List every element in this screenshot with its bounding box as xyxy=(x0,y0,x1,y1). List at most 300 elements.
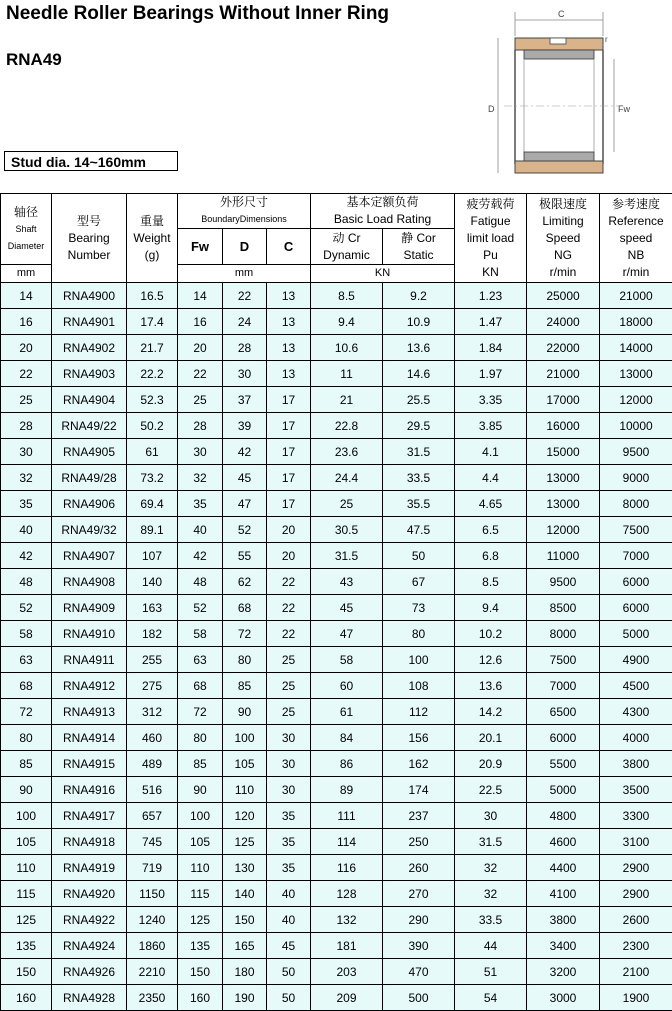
cor-cn-label: 静 Cor xyxy=(401,230,436,245)
cell-bearing: RNA4907 xyxy=(52,543,127,569)
cell-cr: 58 xyxy=(311,647,383,673)
cell-weight: 69.4 xyxy=(127,491,178,517)
ref-cn-label: 参考速度 xyxy=(612,196,661,211)
cell-shaft: 110 xyxy=(1,855,52,881)
cell-cor: 14.6 xyxy=(383,361,455,387)
cell-cor: 13.6 xyxy=(383,335,455,361)
cell-limit: 7000 xyxy=(527,673,600,699)
cell-fw: 22 xyxy=(178,361,223,387)
cell-bearing: RNA4905 xyxy=(52,439,127,465)
col-fatigue-header xyxy=(455,194,527,283)
load-cn-label: 基本定额负荷 xyxy=(346,195,419,209)
cell-ref: 3500 xyxy=(600,777,672,803)
cell-bearing: RNA4903 xyxy=(52,361,127,387)
cell-fatigue: 12.6 xyxy=(455,647,527,673)
cell-fw: 40 xyxy=(178,517,223,543)
table-row xyxy=(1,335,672,361)
cell-cr: 209 xyxy=(311,985,383,1011)
cell-fw: 125 xyxy=(178,907,223,933)
cell-weight: 489 xyxy=(127,751,178,777)
cell-cr: 86 xyxy=(311,751,383,777)
cell-bearing: RNA4928 xyxy=(52,985,127,1011)
cell-cor: 31.5 xyxy=(383,439,455,465)
cell-ref: 6000 xyxy=(600,595,672,621)
limit-sym-label: NG xyxy=(554,247,573,262)
cell-cor: 80 xyxy=(383,621,455,647)
cell-weight: 657 xyxy=(127,803,178,829)
cell-weight: 1860 xyxy=(127,933,178,959)
cell-c: 17 xyxy=(267,465,311,491)
table-row xyxy=(1,309,672,335)
cell-limit: 3000 xyxy=(527,985,600,1011)
cell-c: 30 xyxy=(267,751,311,777)
cell-limit: 15000 xyxy=(527,439,600,465)
fatigue-cn-label: 疲劳载荷 xyxy=(466,196,515,211)
cell-bearing: RNA4900 xyxy=(52,283,127,309)
cell-fatigue: 4.1 xyxy=(455,439,527,465)
cell-limit: 13000 xyxy=(527,465,600,491)
dim-r-label: r xyxy=(605,35,608,44)
cell-d: 125 xyxy=(223,829,267,855)
cell-d: 165 xyxy=(223,933,267,959)
cell-limit: 5500 xyxy=(527,751,600,777)
cell-bearing: RNA4906 xyxy=(52,491,127,517)
cell-cr: 114 xyxy=(311,829,383,855)
table-row xyxy=(1,283,672,309)
limit-cn-label: 极限速度 xyxy=(539,196,588,211)
cell-shaft: 125 xyxy=(1,907,52,933)
cell-cr: 89 xyxy=(311,777,383,803)
cell-fw: 110 xyxy=(178,855,223,881)
cell-ref: 2600 xyxy=(600,907,672,933)
cell-fatigue: 3.35 xyxy=(455,387,527,413)
cell-fatigue: 31.5 xyxy=(455,829,527,855)
cell-ref: 4900 xyxy=(600,647,672,673)
table-row xyxy=(1,803,672,829)
cell-cr: 11 xyxy=(311,361,383,387)
cell-fw: 72 xyxy=(178,699,223,725)
weight-en-label: Weight xyxy=(133,230,171,245)
cell-fw: 48 xyxy=(178,569,223,595)
cr-en-label: Dynamic xyxy=(323,247,370,262)
cell-bearing: RNA4920 xyxy=(52,881,127,907)
cell-weight: 163 xyxy=(127,595,178,621)
cell-d: 42 xyxy=(223,439,267,465)
cell-shaft: 42 xyxy=(1,543,52,569)
cell-cor: 100 xyxy=(383,647,455,673)
cell-fatigue: 20.1 xyxy=(455,725,527,751)
spec-table xyxy=(0,193,672,1011)
col-d-header: D xyxy=(223,229,267,265)
dims-en-label: BoundaryDimensions xyxy=(201,214,287,224)
cell-weight: 719 xyxy=(127,855,178,881)
cell-bearing: RNA4914 xyxy=(52,725,127,751)
cell-shaft: 30 xyxy=(1,439,52,465)
cell-c: 17 xyxy=(267,413,311,439)
cell-shaft: 32 xyxy=(1,465,52,491)
cell-limit: 9500 xyxy=(527,569,600,595)
bearing-cross-section-drawing xyxy=(484,4,634,186)
cell-fatigue: 1.84 xyxy=(455,335,527,361)
cell-limit: 11000 xyxy=(527,543,600,569)
table-row xyxy=(1,907,672,933)
limit-unit-label: r/min xyxy=(549,264,577,279)
cell-fatigue: 44 xyxy=(455,933,527,959)
cell-c: 25 xyxy=(267,673,311,699)
cell-fw: 52 xyxy=(178,595,223,621)
cell-c: 30 xyxy=(267,725,311,751)
cell-d: 52 xyxy=(223,517,267,543)
cell-d: 28 xyxy=(223,335,267,361)
limit-en2-label: Speed xyxy=(545,230,581,245)
cell-cr: 22.8 xyxy=(311,413,383,439)
fatigue-sym-label: Pu xyxy=(483,247,498,262)
cell-bearing: RNA4922 xyxy=(52,907,127,933)
cell-cor: 108 xyxy=(383,673,455,699)
stud-range-label: Stud dia. 14~160mm xyxy=(4,151,178,171)
cell-d: 190 xyxy=(223,985,267,1011)
cell-bearing: RNA4904 xyxy=(52,387,127,413)
spec-table-body xyxy=(1,283,672,1011)
cell-ref: 13000 xyxy=(600,361,672,387)
cell-ref: 12000 xyxy=(600,387,672,413)
cell-fatigue: 6.8 xyxy=(455,543,527,569)
cor-en-label: Static xyxy=(403,247,434,262)
cell-weight: 275 xyxy=(127,673,178,699)
cell-shaft: 115 xyxy=(1,881,52,907)
dims-unit-cell: mm xyxy=(178,265,311,283)
cell-weight: 516 xyxy=(127,777,178,803)
table-row xyxy=(1,569,672,595)
table-row xyxy=(1,985,672,1011)
cell-fw: 105 xyxy=(178,829,223,855)
cell-d: 72 xyxy=(223,621,267,647)
cell-c: 13 xyxy=(267,335,311,361)
cell-cr: 30.5 xyxy=(311,517,383,543)
cell-bearing: RNA4924 xyxy=(52,933,127,959)
cell-d: 90 xyxy=(223,699,267,725)
cell-shaft: 160 xyxy=(1,985,52,1011)
cell-weight: 1240 xyxy=(127,907,178,933)
cell-fatigue: 1.97 xyxy=(455,361,527,387)
cell-bearing: RNA4911 xyxy=(52,647,127,673)
table-row xyxy=(1,933,672,959)
cell-d: 120 xyxy=(223,803,267,829)
cell-cr: 84 xyxy=(311,725,383,751)
cell-c: 13 xyxy=(267,361,311,387)
cell-shaft: 14 xyxy=(1,283,52,309)
cell-bearing: RNA49/28 xyxy=(52,465,127,491)
cell-fw: 100 xyxy=(178,803,223,829)
cell-fatigue: 6.5 xyxy=(455,517,527,543)
cell-bearing: RNA4909 xyxy=(52,595,127,621)
cell-shaft: 63 xyxy=(1,647,52,673)
cell-cor: 237 xyxy=(383,803,455,829)
cell-ref: 10000 xyxy=(600,413,672,439)
cell-weight: 52.3 xyxy=(127,387,178,413)
dim-c-label: C xyxy=(558,9,565,19)
cell-d: 24 xyxy=(223,309,267,335)
cell-limit: 4600 xyxy=(527,829,600,855)
cell-shaft: 68 xyxy=(1,673,52,699)
cell-weight: 255 xyxy=(127,647,178,673)
cell-cr: 21 xyxy=(311,387,383,413)
cell-cr: 9.4 xyxy=(311,309,383,335)
cell-ref: 21000 xyxy=(600,283,672,309)
cell-ref: 2900 xyxy=(600,881,672,907)
cell-limit: 13000 xyxy=(527,491,600,517)
cell-fw: 14 xyxy=(178,283,223,309)
cell-bearing: RNA4915 xyxy=(52,751,127,777)
cell-bearing: RNA49/22 xyxy=(52,413,127,439)
cell-d: 150 xyxy=(223,907,267,933)
dims-cn-label: 外形尺寸 xyxy=(220,195,269,209)
cell-c: 17 xyxy=(267,491,311,517)
cell-weight: 2350 xyxy=(127,985,178,1011)
cell-d: 140 xyxy=(223,881,267,907)
cell-limit: 25000 xyxy=(527,283,600,309)
cell-c: 20 xyxy=(267,543,311,569)
ref-en2-label: speed xyxy=(619,230,653,245)
cell-cor: 156 xyxy=(383,725,455,751)
cell-ref: 9500 xyxy=(600,439,672,465)
cell-c: 25 xyxy=(267,647,311,673)
cell-fatigue: 1.47 xyxy=(455,309,527,335)
cell-weight: 182 xyxy=(127,621,178,647)
cell-shaft: 80 xyxy=(1,725,52,751)
table-row xyxy=(1,439,672,465)
cell-d: 110 xyxy=(223,777,267,803)
fatigue-unit-label: KN xyxy=(482,264,499,279)
table-row xyxy=(1,361,672,387)
cell-ref: 18000 xyxy=(600,309,672,335)
cell-cr: 61 xyxy=(311,699,383,725)
cell-cor: 250 xyxy=(383,829,455,855)
cell-ref: 7500 xyxy=(600,517,672,543)
cell-fatigue: 4.4 xyxy=(455,465,527,491)
cell-c: 40 xyxy=(267,881,311,907)
cell-fatigue: 10.2 xyxy=(455,621,527,647)
cell-fw: 30 xyxy=(178,439,223,465)
table-row xyxy=(1,699,672,725)
cell-bearing: RNA4912 xyxy=(52,673,127,699)
cell-cor: 470 xyxy=(383,959,455,985)
cell-d: 85 xyxy=(223,673,267,699)
cell-cr: 31.5 xyxy=(311,543,383,569)
cell-shaft: 58 xyxy=(1,621,52,647)
col-load-header xyxy=(311,194,455,229)
cell-limit: 4400 xyxy=(527,855,600,881)
cell-cor: 390 xyxy=(383,933,455,959)
cell-limit: 8000 xyxy=(527,621,600,647)
cell-c: 17 xyxy=(267,387,311,413)
cell-d: 45 xyxy=(223,465,267,491)
cell-limit: 5000 xyxy=(527,777,600,803)
cell-d: 37 xyxy=(223,387,267,413)
cell-weight: 460 xyxy=(127,725,178,751)
col-cr-header xyxy=(311,229,383,265)
cell-fatigue: 32 xyxy=(455,881,527,907)
cell-cor: 260 xyxy=(383,855,455,881)
cell-limit: 4100 xyxy=(527,881,600,907)
cell-cr: 132 xyxy=(311,907,383,933)
cell-cr: 111 xyxy=(311,803,383,829)
table-row xyxy=(1,855,672,881)
cell-ref: 4300 xyxy=(600,699,672,725)
cell-ref: 4000 xyxy=(600,725,672,751)
cell-fatigue: 13.6 xyxy=(455,673,527,699)
table-row xyxy=(1,595,672,621)
cell-fw: 16 xyxy=(178,309,223,335)
cell-limit: 6500 xyxy=(527,699,600,725)
table-row xyxy=(1,413,672,439)
cell-fatigue: 30 xyxy=(455,803,527,829)
cell-cor: 73 xyxy=(383,595,455,621)
table-row xyxy=(1,829,672,855)
table-row xyxy=(1,725,672,751)
cell-bearing: RNA49/32 xyxy=(52,517,127,543)
cell-weight: 61 xyxy=(127,439,178,465)
cell-fw: 32 xyxy=(178,465,223,491)
page-title: Needle Roller Bearings Without Inner Ring xyxy=(6,3,390,24)
cell-weight: 140 xyxy=(127,569,178,595)
cell-shaft: 52 xyxy=(1,595,52,621)
cell-cor: 270 xyxy=(383,881,455,907)
cell-shaft: 22 xyxy=(1,361,52,387)
cell-fw: 150 xyxy=(178,959,223,985)
cell-fatigue: 33.5 xyxy=(455,907,527,933)
cell-cr: 10.6 xyxy=(311,335,383,361)
cell-fw: 68 xyxy=(178,673,223,699)
cell-cor: 290 xyxy=(383,907,455,933)
cell-shaft: 85 xyxy=(1,751,52,777)
ref-en1-label: Reference xyxy=(608,213,664,228)
cell-cr: 128 xyxy=(311,881,383,907)
cell-fatigue: 8.5 xyxy=(455,569,527,595)
cell-cor: 33.5 xyxy=(383,465,455,491)
cr-cn-label: 动 Cr xyxy=(332,230,361,245)
cell-cor: 500 xyxy=(383,985,455,1011)
cell-ref: 5000 xyxy=(600,621,672,647)
cell-fatigue: 9.4 xyxy=(455,595,527,621)
cell-ref: 3300 xyxy=(600,803,672,829)
cell-fatigue: 20.9 xyxy=(455,751,527,777)
cell-d: 105 xyxy=(223,751,267,777)
dim-fw-label: Fw xyxy=(618,104,630,114)
cell-limit: 21000 xyxy=(527,361,600,387)
cell-ref: 8000 xyxy=(600,491,672,517)
shaft-en2-label: Diameter xyxy=(7,240,45,251)
cell-c: 22 xyxy=(267,595,311,621)
cell-c: 50 xyxy=(267,985,311,1011)
weight-unit-label: (g) xyxy=(144,247,160,262)
fatigue-en2-label: limit load xyxy=(466,230,515,245)
cell-ref: 3100 xyxy=(600,829,672,855)
col-c-header: C xyxy=(267,229,311,265)
cell-c: 35 xyxy=(267,803,311,829)
cell-bearing: RNA4908 xyxy=(52,569,127,595)
cell-limit: 3800 xyxy=(527,907,600,933)
cell-ref: 7000 xyxy=(600,543,672,569)
cell-weight: 1150 xyxy=(127,881,178,907)
cell-fatigue: 14.2 xyxy=(455,699,527,725)
cell-fw: 80 xyxy=(178,725,223,751)
cell-fw: 25 xyxy=(178,387,223,413)
cell-c: 22 xyxy=(267,621,311,647)
cell-bearing: RNA4901 xyxy=(52,309,127,335)
cell-shaft: 28 xyxy=(1,413,52,439)
shaft-unit-cell: mm xyxy=(1,265,52,283)
cell-weight: 16.5 xyxy=(127,283,178,309)
col-weight-header xyxy=(127,194,178,283)
table-row xyxy=(1,621,672,647)
table-row xyxy=(1,543,672,569)
cell-limit: 12000 xyxy=(527,517,600,543)
cell-limit: 16000 xyxy=(527,413,600,439)
cell-weight: 21.7 xyxy=(127,335,178,361)
cell-cor: 162 xyxy=(383,751,455,777)
cell-c: 35 xyxy=(267,855,311,881)
cell-shaft: 150 xyxy=(1,959,52,985)
table-row xyxy=(1,387,672,413)
table-row xyxy=(1,777,672,803)
cell-shaft: 16 xyxy=(1,309,52,335)
cell-d: 68 xyxy=(223,595,267,621)
cell-cr: 24.4 xyxy=(311,465,383,491)
cell-weight: 22.2 xyxy=(127,361,178,387)
cell-fatigue: 4.65 xyxy=(455,491,527,517)
col-cor-header xyxy=(383,229,455,265)
cell-shaft: 48 xyxy=(1,569,52,595)
cell-weight: 312 xyxy=(127,699,178,725)
load-en-label: Basic Load Rating xyxy=(333,212,432,226)
cell-weight: 745 xyxy=(127,829,178,855)
cell-d: 55 xyxy=(223,543,267,569)
cell-cor: 67 xyxy=(383,569,455,595)
cell-shaft: 100 xyxy=(1,803,52,829)
cell-shaft: 135 xyxy=(1,933,52,959)
cell-limit: 3200 xyxy=(527,959,600,985)
cell-fw: 42 xyxy=(178,543,223,569)
cell-bearing: RNA4916 xyxy=(52,777,127,803)
cell-fw: 160 xyxy=(178,985,223,1011)
cell-fw: 20 xyxy=(178,335,223,361)
col-shaft-header xyxy=(1,194,52,265)
cell-shaft: 72 xyxy=(1,699,52,725)
cell-shaft: 20 xyxy=(1,335,52,361)
shaft-cn-label: 轴径 xyxy=(13,204,38,219)
cell-cr: 47 xyxy=(311,621,383,647)
cell-ref: 2100 xyxy=(600,959,672,985)
cell-cr: 181 xyxy=(311,933,383,959)
load-unit-cell: KN xyxy=(311,265,455,283)
shaft-en1-label: Shaft xyxy=(15,223,37,234)
cell-c: 40 xyxy=(267,907,311,933)
cell-limit: 6000 xyxy=(527,725,600,751)
cell-fw: 115 xyxy=(178,881,223,907)
table-row xyxy=(1,491,672,517)
cell-ref: 3800 xyxy=(600,751,672,777)
cell-limit: 17000 xyxy=(527,387,600,413)
cell-c: 35 xyxy=(267,829,311,855)
cell-d: 47 xyxy=(223,491,267,517)
cell-fatigue: 32 xyxy=(455,855,527,881)
col-bearing-header xyxy=(52,194,127,283)
cell-cr: 60 xyxy=(311,673,383,699)
bearing-en2-label: Number xyxy=(67,247,111,262)
cell-bearing: RNA4917 xyxy=(52,803,127,829)
cell-shaft: 35 xyxy=(1,491,52,517)
